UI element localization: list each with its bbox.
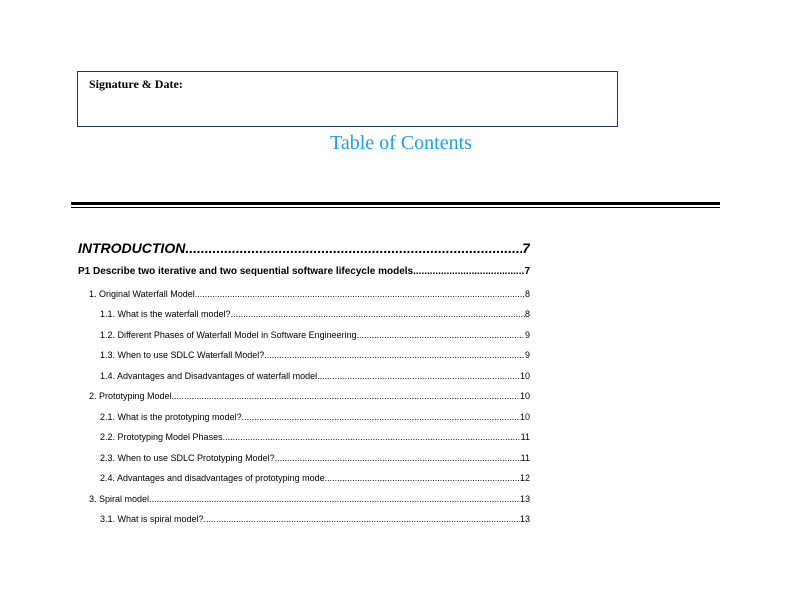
toc-entry-introduction[interactable] xyxy=(78,240,530,256)
toc-leader xyxy=(172,391,520,401)
toc-entry-text: 2.1. What is the prototyping model? xyxy=(100,412,242,422)
toc-entry-2-2[interactable] xyxy=(100,432,530,442)
toc-page-number: 7 xyxy=(524,266,530,277)
toc-entry-text: 1. Original Waterfall Model xyxy=(89,289,195,299)
toc-entry-text: 1.1. What is the waterfall model? xyxy=(100,309,231,319)
toc-entry-text: 3.1. What is spiral model? xyxy=(100,514,204,524)
toc-leader xyxy=(204,514,520,524)
toc-leader xyxy=(242,412,520,422)
toc-entry-1-1[interactable] xyxy=(100,309,530,319)
signature-box xyxy=(77,71,618,127)
toc-leader xyxy=(317,371,520,381)
toc-entry-2-4[interactable] xyxy=(100,473,530,483)
toc-leader xyxy=(223,432,521,442)
toc-entry-text: 2. Prototyping Model xyxy=(89,391,172,401)
toc-entry-text: INTRODUCTION xyxy=(78,240,186,256)
toc-entry-waterfall[interactable] xyxy=(89,289,530,299)
toc-page-number: 9 xyxy=(524,330,530,340)
toc-leader xyxy=(275,453,521,463)
toc-entry-text: 2.3. When to use SDLC Prototyping Model? xyxy=(100,453,275,463)
toc-entry-1-3[interactable] xyxy=(100,350,530,360)
toc-page-number: 11 xyxy=(520,453,530,463)
toc-page-number: 13 xyxy=(519,514,530,524)
toc-page-number: 12 xyxy=(519,473,530,483)
toc-page-number: 11 xyxy=(520,432,530,442)
toc-entry-text: 3. Spiral model xyxy=(89,494,150,504)
toc-leader xyxy=(413,266,524,277)
toc-leader xyxy=(357,330,525,340)
toc-entry-text: 2.4. Advantages and disadvantages of prototyping mode xyxy=(100,473,325,483)
toc-page-number: 10 xyxy=(519,391,530,401)
toc-page-number: 8 xyxy=(524,289,530,299)
toc-entry-2-1[interactable] xyxy=(100,412,530,422)
toc-entry-text: 1.3. When to use SDLC Waterfall Model? xyxy=(100,350,265,360)
toc-entry-1-4[interactable] xyxy=(100,371,530,381)
toc-page-number: 9 xyxy=(524,350,530,360)
toc-entry-text: P1 Describe two iterative and two sequential software lifecycle models xyxy=(78,266,414,277)
toc-entry-text: 1.4. Advantages and Disadvantages of waterfall model xyxy=(100,371,318,381)
toc-page-number: 10 xyxy=(519,412,530,422)
toc-entry-text: 2.2. Prototyping Model Phases xyxy=(100,432,223,442)
toc-title: Table of Contents xyxy=(330,132,472,154)
signature-label: Signature & Date: xyxy=(89,77,183,91)
toc-entry-spiral[interactable] xyxy=(89,494,530,504)
toc-entry-p1[interactable] xyxy=(78,266,530,277)
toc-page-number: 8 xyxy=(524,309,530,319)
toc-entry-prototyping[interactable] xyxy=(89,391,530,401)
toc-leader xyxy=(264,350,525,360)
toc-page-number: 7 xyxy=(522,240,530,256)
toc-leader xyxy=(325,473,520,483)
toc-leader xyxy=(195,289,525,299)
toc-page-number: 10 xyxy=(519,371,530,381)
toc-entry-1-2[interactable] xyxy=(100,330,530,340)
toc-page-number: 13 xyxy=(519,494,530,504)
toc-entry-2-3[interactable] xyxy=(100,453,530,463)
divider-thick xyxy=(71,202,720,205)
toc-leader xyxy=(231,309,525,319)
toc-entry-text: 1.2. Different Phases of Waterfall Model in Software Engineering xyxy=(100,330,357,340)
toc-leader xyxy=(185,240,522,256)
toc-entry-3-1[interactable] xyxy=(100,514,530,524)
toc-leader xyxy=(149,494,520,504)
divider-thin xyxy=(71,207,720,208)
